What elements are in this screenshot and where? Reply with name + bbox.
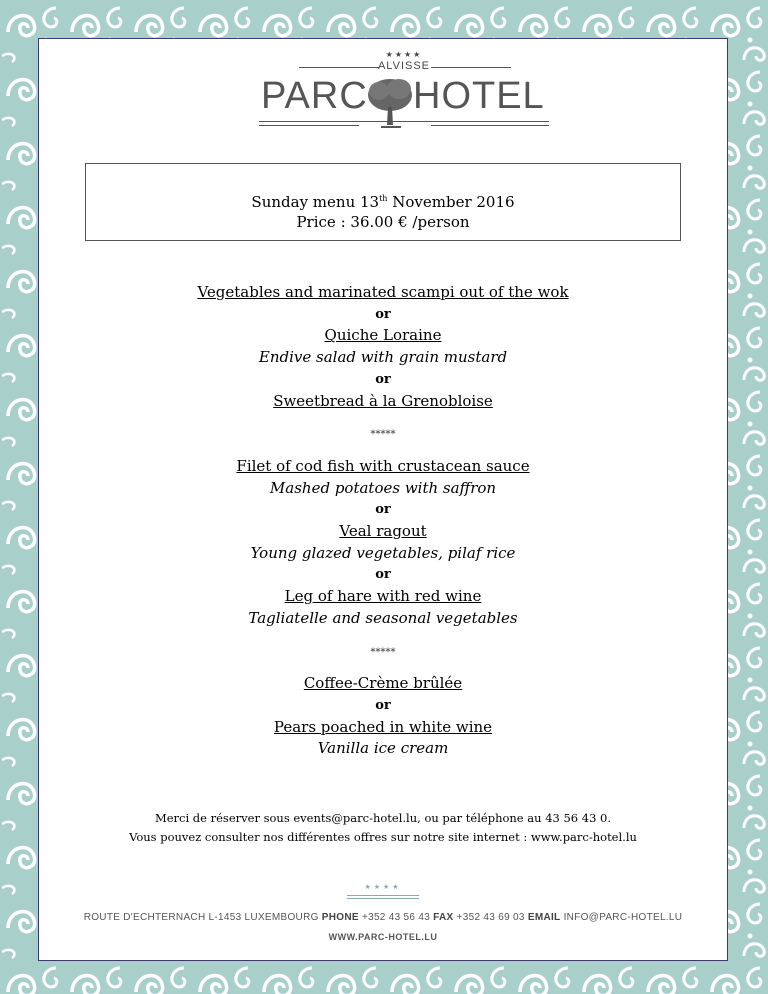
email-label: EMAIL xyxy=(527,912,561,923)
logo-word-parc: PARC xyxy=(261,75,368,117)
footer-ornament xyxy=(347,883,419,903)
dish-name: Vegetables and marinated scampi out of the wok xyxy=(197,283,569,301)
logo-word-hotel: HOTEL xyxy=(413,75,545,117)
course-separator: ***** xyxy=(370,429,396,441)
menu-title-date: November 2016 xyxy=(387,193,515,211)
reservation-info xyxy=(39,809,727,847)
dish-name: Quiche Loraine xyxy=(324,326,442,345)
parc-hotel-logo xyxy=(259,47,549,139)
menu-price: Price : 36.00 € /person xyxy=(296,213,470,231)
logo-rule-bottom-1 xyxy=(259,121,549,122)
menu-courses xyxy=(39,282,727,760)
or-separator: or xyxy=(375,697,391,713)
menu-page xyxy=(38,38,728,961)
footer-rule xyxy=(347,895,419,896)
footer-website: WWW.PARC-HOTEL.LU xyxy=(328,932,438,942)
reservation-line: Merci de réserver sous events@parc-hotel.lu, ou par téléphone au 43 56 43 0. xyxy=(154,811,612,825)
side-dish: Mashed potatoes with saffron xyxy=(269,478,497,497)
menu-header-box xyxy=(85,163,681,241)
fax-number: +352 43 69 03 xyxy=(456,912,525,923)
logo-rule-bottom-3 xyxy=(431,125,549,126)
fax-label: FAX xyxy=(433,912,454,923)
mains-section xyxy=(39,456,727,630)
dish-name: Coffee-Crème brûlée xyxy=(303,674,463,693)
side-dish: Vanilla ice cream xyxy=(317,739,449,758)
logo-brand-text: ALVISSE xyxy=(377,60,431,72)
or-separator: or xyxy=(375,502,391,518)
course-separator: ***** xyxy=(370,646,396,658)
phone-number: +352 43 56 43 xyxy=(361,912,431,923)
menu-title-text: Sunday menu 13 xyxy=(251,193,380,211)
logo-rule-bottom-2 xyxy=(259,125,359,126)
footer-stars: ★★★★ xyxy=(364,883,402,891)
dish-name: Pears poached in white wine xyxy=(273,717,493,736)
website-line: Vous pouvez consulter nos différentes offres sur notre site internet : www.parc-hotel.lu xyxy=(129,830,637,844)
tree-icon xyxy=(361,71,419,133)
side-dish: Tagliatelle and seasonal vegetables xyxy=(248,608,518,627)
or-separator: or xyxy=(375,306,391,322)
footer-address xyxy=(39,912,727,923)
or-separator: or xyxy=(375,371,391,387)
menu-title xyxy=(86,189,680,212)
starters-section xyxy=(39,282,727,412)
footer-rule xyxy=(347,898,419,899)
phone-label: PHONE xyxy=(321,912,359,923)
street-address: ROUTE D'ECHTERNACH L-1453 LUXEMBOURG xyxy=(83,912,319,923)
or-separator: or xyxy=(375,567,391,583)
menu-title-ordinal: th xyxy=(379,194,388,203)
side-dish: Young glazed vegetables, pilaf rice xyxy=(250,543,516,562)
dish-name: Filet of cod fish with crustacean sauce xyxy=(236,456,530,475)
logo-stars: ★★★★ xyxy=(385,50,423,59)
side-dish: Endive salad with grain mustard xyxy=(258,348,508,367)
dish-name: Veal ragout xyxy=(339,522,427,541)
dish-name: Leg of hare with red wine xyxy=(284,587,482,606)
desserts-section xyxy=(39,673,727,760)
email-address: INFO@PARC-HOTEL.LU xyxy=(563,912,683,923)
dish-name: Sweetbread à la Grenobloise xyxy=(273,391,493,410)
